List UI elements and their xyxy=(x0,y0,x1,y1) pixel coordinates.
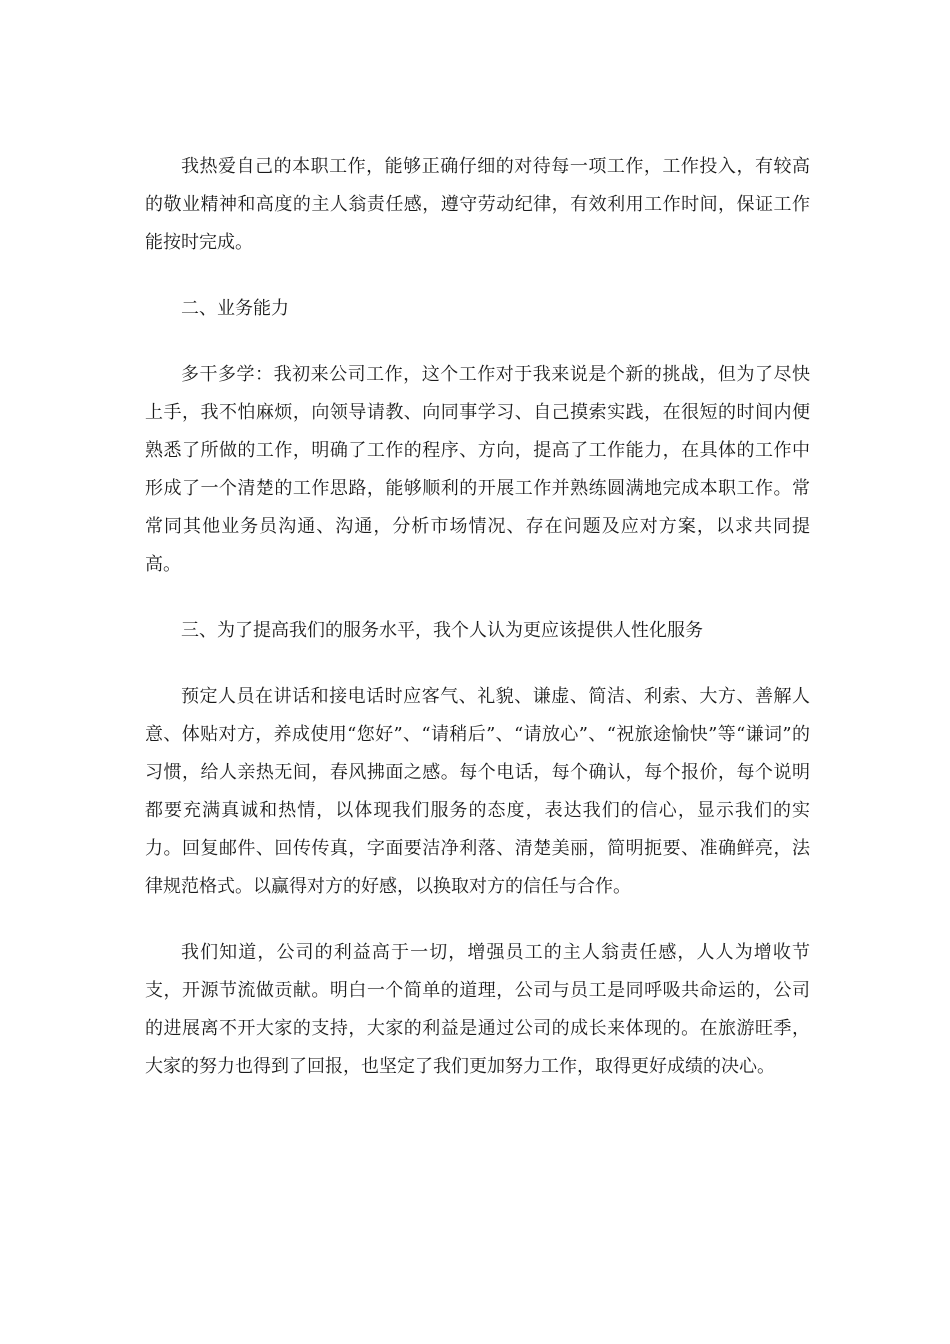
paragraph-gap xyxy=(145,262,810,290)
paragraph-gap xyxy=(145,328,810,356)
section-heading-business-ability: 二、业务能力 xyxy=(181,298,289,319)
paragraph-gap xyxy=(145,584,810,612)
paragraph-company-interest: 我们知道，公司的利益高于一切，增强员工的主人翁责任感，人人为增收节支，开源节流做贡献。明白一个简单的道理，公司与员工是同呼吸共命运的，公司的进展离不开大家的支持，大家的利益是通过公司的成长来体现的。在旅游旺季，大家的努力也得到了回报，也坚定了我们更加努力工作，取得更好成绩的决心。 xyxy=(145,942,810,1077)
paragraph-gap xyxy=(145,906,810,934)
section-heading-service-level: 三、为了提高我们的服务水平，我个人认为更应该提供人性化服务 xyxy=(181,620,703,641)
paragraph-booking-staff: 预定人员在讲话和接电话时应客气、礼貌、谦虚、简洁、利索、大方、善解人意、体贴对方，养成使用“您好”、“请稍后”、“请放心”、“祝旅途愉快”等“谦词”的习惯，给人亲热无间，春风拂面之感。每个电话，每个确认，每个报价，每个说明都要充满真诚和热情，以体现我们服务的态度，表达我们的信心，显示我们的实力。回复邮件、回传传真，字面要洁净利落、清楚美丽，简明扼要、准确鲜亮，法律规范格式。以赢得对方的好感，以换取对方的信任与合作。 xyxy=(145,686,810,897)
paragraph-gap xyxy=(145,650,810,678)
paragraph-learning: 多干多学：我初来公司工作，这个工作对于我来说是个新的挑战，但为了尽快上手，我不怕麻烦，向领导请教、向同事学习、自己摸索实践，在很短的时间内便熟悉了所做的工作，明确了工作的程序、方向，提高了工作能力，在具体的工作中形成了一个清楚的工作思路，能够顺利的开展工作并熟练圆满地完成本职工作。常常同其他业务员沟通、沟通，分析市场情况、存在问题及应对方案，以求共同提高。 xyxy=(145,364,810,575)
paragraph-work-attitude: 我热爱自己的本职工作，能够正确仔细的对待每一项工作，工作投入，有较高的敬业精神和高度的主人翁责任感，遵守劳动纪律，有效利用工作时间，保证工作能按时完成。 xyxy=(145,156,810,253)
document-body xyxy=(145,148,810,1086)
